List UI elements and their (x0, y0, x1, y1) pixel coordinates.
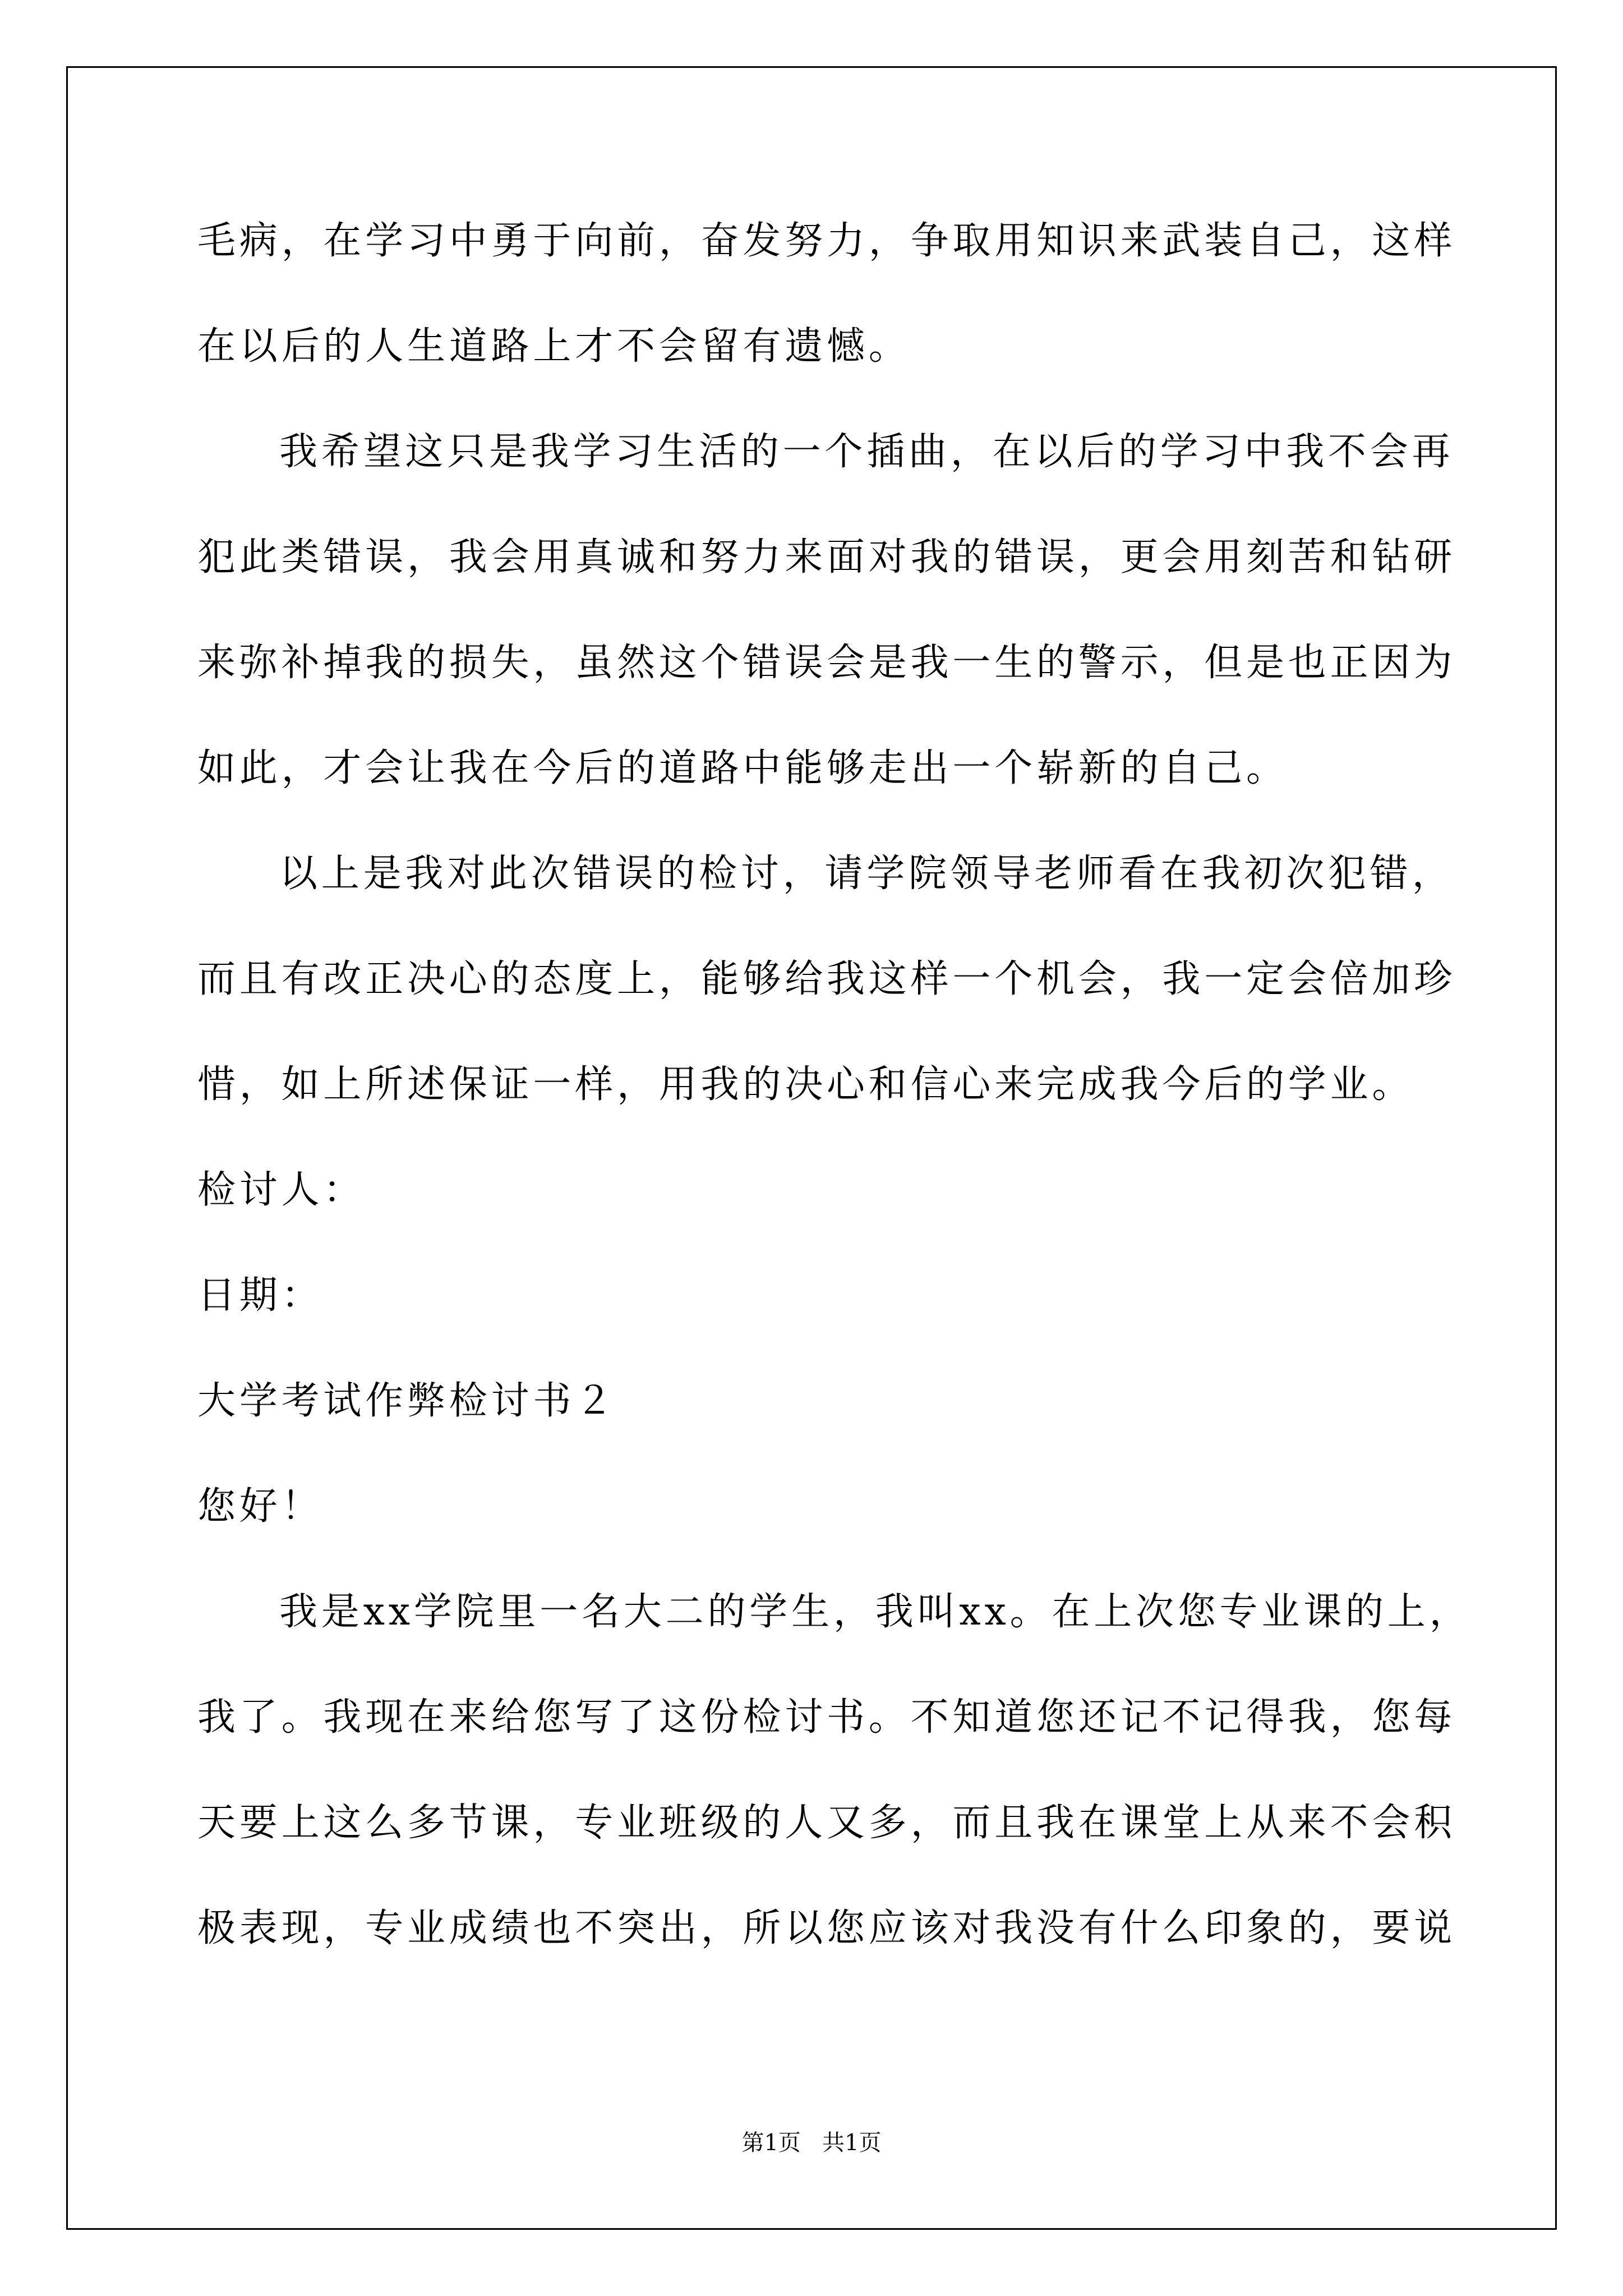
text-line-4: 犯此类错误，我会用真诚和努力来面对我的错误，更会用刻苦和钻研 (197, 535, 1456, 579)
text-line-9: 惜，如上所述保证一样，用我的决心和信心来完成我今后的学业。 (197, 1062, 1414, 1107)
page-number-footer: 第1页 共1页 (741, 2130, 882, 2156)
text-line-14: 我是xx学院里一名大二的学生，我叫xx。在上次您专业课的上， (279, 1590, 1472, 1634)
text-line-16: 天要上这么多节课，专业班级的人又多，而且我在课堂上从来不会积 (197, 1801, 1456, 1845)
text-line-3: 我希望这只是我学习生活的一个插曲，在以后的学习中我不会再 (279, 430, 1454, 474)
text-line-5: 来弥补掉我的损失，虽然这个错误会是我一生的警示，但是也正因为 (197, 641, 1456, 685)
text-line-2: 在以后的人生道路上才不会留有遗憾。 (197, 324, 911, 369)
text-line-8: 而且有改正决心的态度上，能够给我这样一个机会，我一定会倍加珍 (197, 957, 1456, 1001)
greeting: 您好！ (197, 1484, 324, 1529)
text-line-6: 如此，才会让我在今后的道路中能够走出一个崭新的自己。 (197, 746, 1288, 790)
signer-label: 检讨人： (197, 1168, 366, 1212)
text-line-15: 我了。我现在来给您写了这份检讨书。不知道您还记不记得我，您每 (197, 1695, 1456, 1740)
section-title: 大学考试作弊检讨书２ (197, 1379, 617, 1423)
text-line-1: 毛病，在学习中勇于向前，奋发努力，争取用知识来武装自己，这样 (197, 219, 1456, 263)
document-body (197, 210, 1472, 2003)
date-label: 日期： (197, 1273, 324, 1318)
text-line-7: 以上是我对此次错误的检讨，请学院领导老师看在我初次犯错， (279, 852, 1454, 896)
text-line-17: 极表现，专业成绩也不突出，所以您应该对我没有什么印象的，要说 (197, 1906, 1456, 1950)
